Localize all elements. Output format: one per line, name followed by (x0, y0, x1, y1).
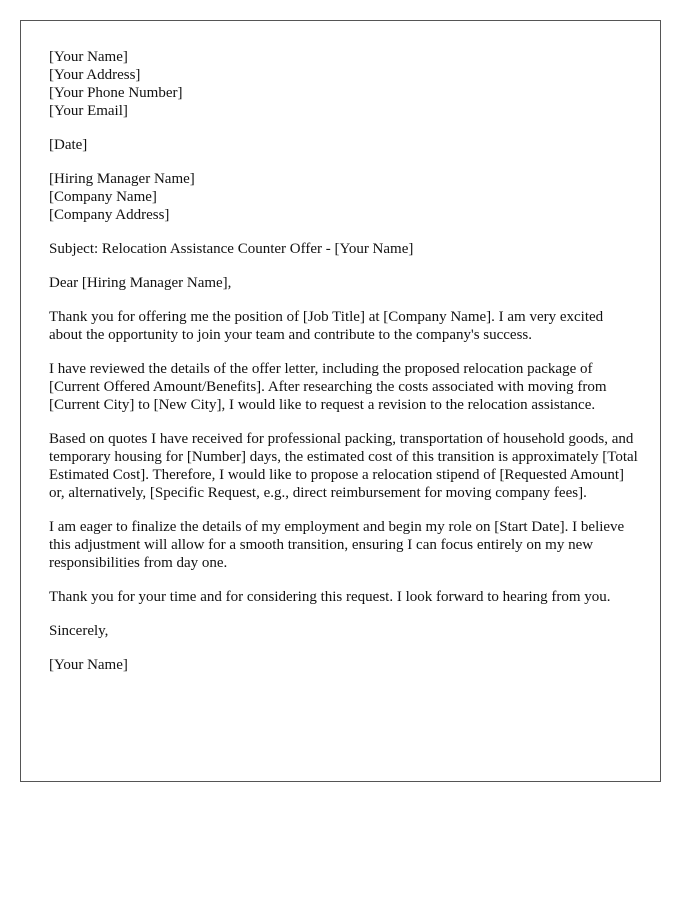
recipient-address: [Company Address] (49, 207, 170, 223)
sender-block (49, 48, 639, 120)
body-paragraph: Thank you for offering me the position of [Job Title] at [Company Name]. I am very excited about the opportunity to join your team and contribute to the company's success. (49, 309, 604, 343)
letter (20, 20, 661, 782)
body-paragraph: I am eager to finalize the details of my employment and begin my role on [Start Date]. I believe this adjustment will allow for a smooth transition, ensuring I can focus entirely on my new responsibilities from day one. (49, 519, 625, 571)
salutation: Dear [Hiring Manager Name], (49, 275, 232, 291)
recipient-manager: [Hiring Manager Name] (49, 171, 195, 187)
body-paragraph: Thank you for your time and for considering this request. I look forward to hearing from you. (49, 589, 611, 605)
closing: Sincerely, (49, 623, 109, 639)
signature: [Your Name] (49, 657, 128, 673)
body-paragraph: Based on quotes I have received for professional packing, transportation of household goods, and temporary housing for [Number] days, the estimated cost of this transition is approximately [Total Estimated Cost]. Therefore, I would like to propose a relocation stipend of [Requested Amount] or, alternatively, [Specific Request, e.g., direct reimbursement for moving company fees]. (49, 431, 638, 501)
sender-name: [Your Name] (49, 49, 128, 65)
body-paragraph: I have reviewed the details of the offer letter, including the proposed relocation package of [Current Offered Amount/Benefits]. After researching the costs associated with moving from [Current City] to [New City], I would like to request a revision to the relocation assistance. (49, 361, 607, 413)
date: [Date] (49, 137, 88, 153)
sender-email: [Your Email] (49, 103, 128, 119)
subject: Subject: Relocation Assistance Counter Offer - [Your Name] (49, 241, 414, 257)
sender-phone: [Your Phone Number] (49, 85, 183, 101)
sender-address: [Your Address] (49, 67, 141, 83)
recipient-company: [Company Name] (49, 189, 157, 205)
recipient-block (49, 170, 639, 224)
